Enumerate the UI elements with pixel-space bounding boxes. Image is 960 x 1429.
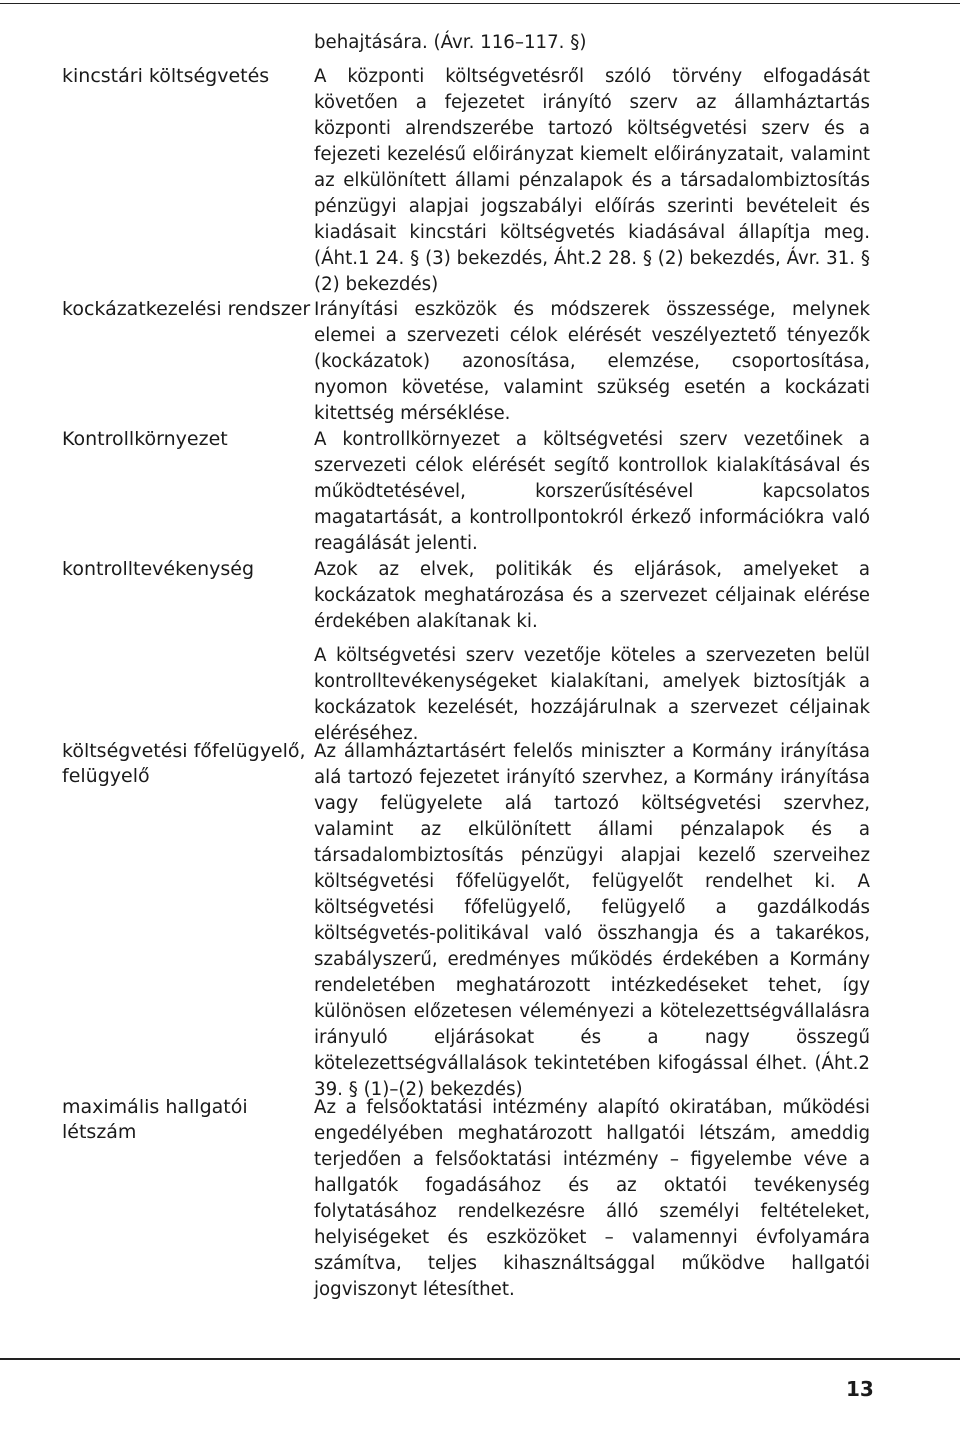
definition-paragraph: Azok az elvek, politikák és eljárások, amelyeket a kockázatok meghatározása és a szervezet céljainak elérése érdekében alakítanak ki. [314,559,870,632]
glossary-definition [314,427,870,557]
glossary-definition [314,64,870,298]
glossary-term: költségvetési főfelügyelő, felügyelő [62,740,306,787]
top-rule [0,3,960,4]
definition-paragraph: behajtására. (Ávr. 116–117. §) [314,32,587,53]
glossary-term: kincstári költségvetés [62,65,270,87]
glossary-term: Kontrollkörnyezet [62,428,228,450]
glossary-term: kockázatkezelési rendszer [62,298,311,320]
glossary-definition [314,1095,870,1303]
definition-paragraph: Az államháztartásért felelős miniszter a Kormány irányítása alá tartozó fejezetet irányító szervhez, a Kormány irányítása vagy felügyelete alá tartozó költségvetési szervhez, valamint az elkülönített állami pénzalapok és a társadalombiztosítás pénzügyi alapjai kezelő szerveihez költségvetési főfelügyelőt, felügyelőt rendelhet ki. A költségvetési főfelügyelő, felügyelő a gazdálkodás költségvetés-politikával való összhangja és a takarékos, szabályszerű, eredményes működés érdekében a Kormány rendeletében meghatározott intézkedéseket tehet, így különösen előzetesen véleményezi a kötelezettségvállalásra irányuló eljárásokat és a nagy összegű kötelezettségvállalások tekintetében kifogással élhet. (Áht.2 39. § (1)–(2) bekezdés) [314,741,870,1100]
glossary-definition [314,739,870,1103]
glossary-term: kontrolltevékenység [62,558,255,580]
glossary-term: maximális hallgatói létszám [62,1096,248,1143]
definition-paragraph: A kontrollkörnyezet a költségvetési szerv vezetőinek a szervezeti célok elérését segítő kontrollok kialakításával és működtetésével, korszerűsítésével kapcsolatos magatartását, a kontrollpontokról érkező információkra való reagálását jelenti. [314,429,870,554]
definition-paragraph: Az a felsőoktatási intézmény alapító okiratában, működési engedélyében meghatározott hallgatói létszám, ameddig terjedően a felsőoktatási intézmény – figyelembe véve a hallgatók fogadásához és az oktatói tevékenység folytatásához rendelkezésre álló személyi feltételeket, helyiségeket és eszközöket – valamennyi évfolyamára számítva, teljes kihasználtsággal működve hallgatói jogviszonyt létesíthet. [314,1097,870,1300]
glossary-definition [314,297,870,427]
definition-paragraph: A központi költségvetésről szóló törvény elfogadását követően a fejezetet irányító szerv az államháztartás központi alrendszerébe tartozó költségvetési szerv és a fejezeti kezelésű előirányzat kiemelt előirányzatait, valamint az elkülönített állami pénzalapok és a társadalombiztosítás pénzügyi alapjai jogszabályi előírás szerinti bevételeit és kiadásait kincstári költségvetés kiadásával állapítja meg. (Áht.1 24. § (3) bekezdés, Áht.2 28. § (2) bekezdés, Ávr. 31. § (2) bekezdés) [314,66,870,295]
definition-paragraph: Irányítási eszközök és módszerek összessége, melynek elemei a szervezeti célok elérését veszélyeztető tényezők (kockázatok) azonosítása, elemzése, csoportosítása, nyomon követése, valamint szükség esetén a kockázati kitettség mérséklése. [314,299,870,424]
page-number: 13 [846,1377,874,1401]
glossary-definition [314,30,870,56]
glossary-definition [314,557,870,747]
definition-paragraph: A költségvetési szerv vezetője köteles a szervezeten belül kontrolltevékenységeket kialakítani, amelyek biztosítják a kockázatok kezelését, hozzájárulnak a szervezet céljainak eléréséhez. [314,645,870,744]
bottom-rule [0,1358,960,1360]
